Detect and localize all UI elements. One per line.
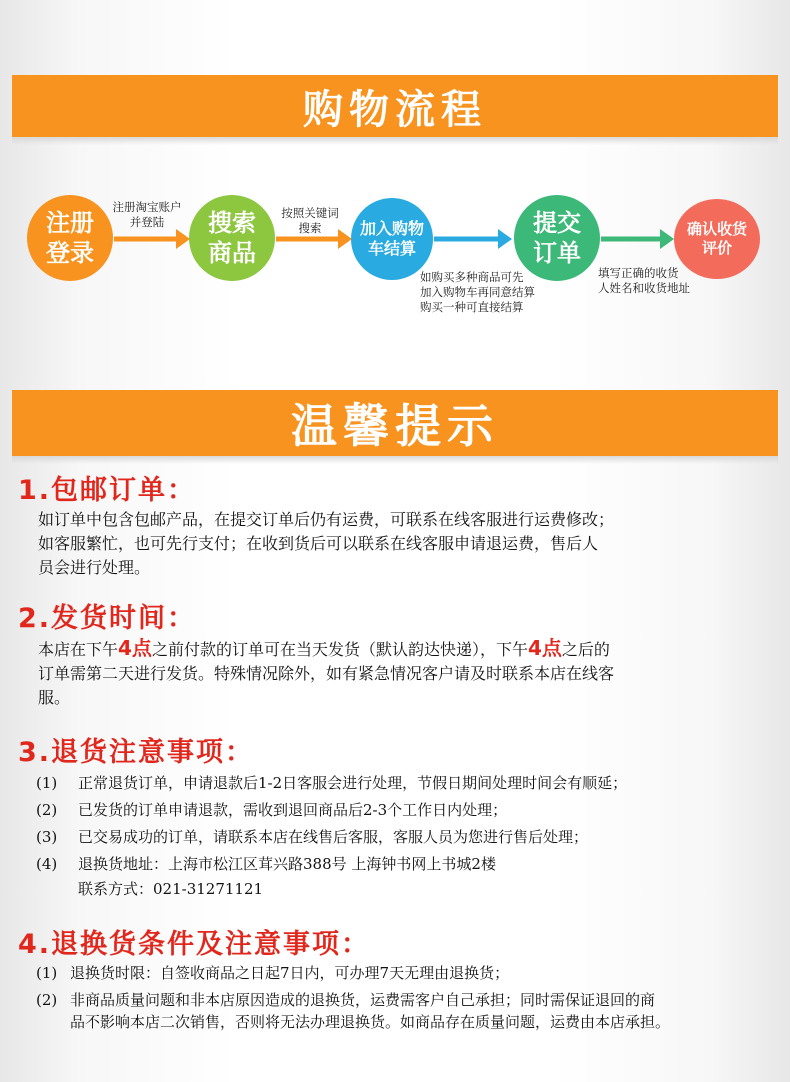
list-item: (2) 已发货的订单申请退款，需收到退回商品后2-3个工作日内处理； [36, 801, 508, 819]
banner-warm-tips [12, 390, 778, 456]
contact-info: 联系方式：021-31271121 [78, 880, 264, 898]
section-body-free-shipping: 如订单中包含包邮产品，在提交订单后仍有运费，可联系在线客服进行运费修改； 如客服繁忙，也可先行支付；在收到货后可以联系在线客服申请退运费，售后人 员会进行处理。 [38, 510, 615, 577]
step-search-product: 搜索 商品 [189, 195, 275, 281]
banner-title: 温馨提示 [291, 399, 499, 453]
section-title-return-notes: 3.退货注意事项： [18, 737, 255, 768]
list-item: (1) 正常退货订单，申请退款后1-2日客服会进行处理，节假日期间处理时间会有顺延； [36, 774, 628, 792]
section-title-shipping-time: 2.发货时间： [18, 603, 197, 634]
step-submit-order: 提交 订单 [514, 195, 600, 281]
section-title-exchange-conditions: 4.退换货条件及注意事项： [18, 929, 371, 960]
step-register-login: 注册 登录 [27, 195, 113, 281]
flow-note-4: 填写正确的收货 人姓名和收货地址 [598, 266, 690, 295]
arrow-4 [601, 229, 674, 249]
flow-note-1: 注册淘宝账户 并登陆 [112, 200, 182, 229]
highlight-4pm: 4点 [527, 636, 562, 660]
arrow-3 [434, 229, 512, 249]
list-item: (1) 退换货时限：自签收商品之日起7日内，可办理7天无理由退换货； [36, 964, 510, 982]
step-confirm-review: 确认收货 评价 [674, 199, 760, 279]
step-add-to-cart: 加入购物 车结算 [351, 198, 433, 280]
arrow-1 [114, 229, 190, 249]
flow-note-2: 按照关键词 搜索 [281, 206, 339, 235]
flow-note-3: 如购买多种商品可先 加入购物车再同意结算 购买一种可直接结算 [420, 270, 535, 314]
banner-shadow [12, 456, 778, 464]
list-item: (4) 退换货地址：上海市松江区茸兴路388号 上海钟书网上书城2楼 [36, 855, 496, 873]
list-item: (2) 非商品质量问题和非本店原因造成的退换货，运费需客户自己承担；同时需保证退回的商 [36, 991, 656, 1009]
section-title-free-shipping: 1.包邮订单： [18, 475, 197, 506]
section-body-shipping-time: 本店在下午4点之前付款的订单可在当天发货（默认韵达快递），下午4点之后的 订单需第二天进行发货。特殊情况除外，如有紧急情况客户请及时联系本店在线客 服。 [38, 636, 615, 707]
list-item-continuation: 品不影响本店二次销售，否则将无法办理退换货。如商品存在质量问题，运费由本店承担。 [70, 1013, 671, 1031]
list-item: (3) 已交易成功的订单，请联系本店在线售后客服，客服人员为您进行售后处理； [36, 828, 589, 846]
highlight-4pm: 4点 [118, 636, 152, 660]
banner-title: 购物流程 [303, 86, 487, 133]
